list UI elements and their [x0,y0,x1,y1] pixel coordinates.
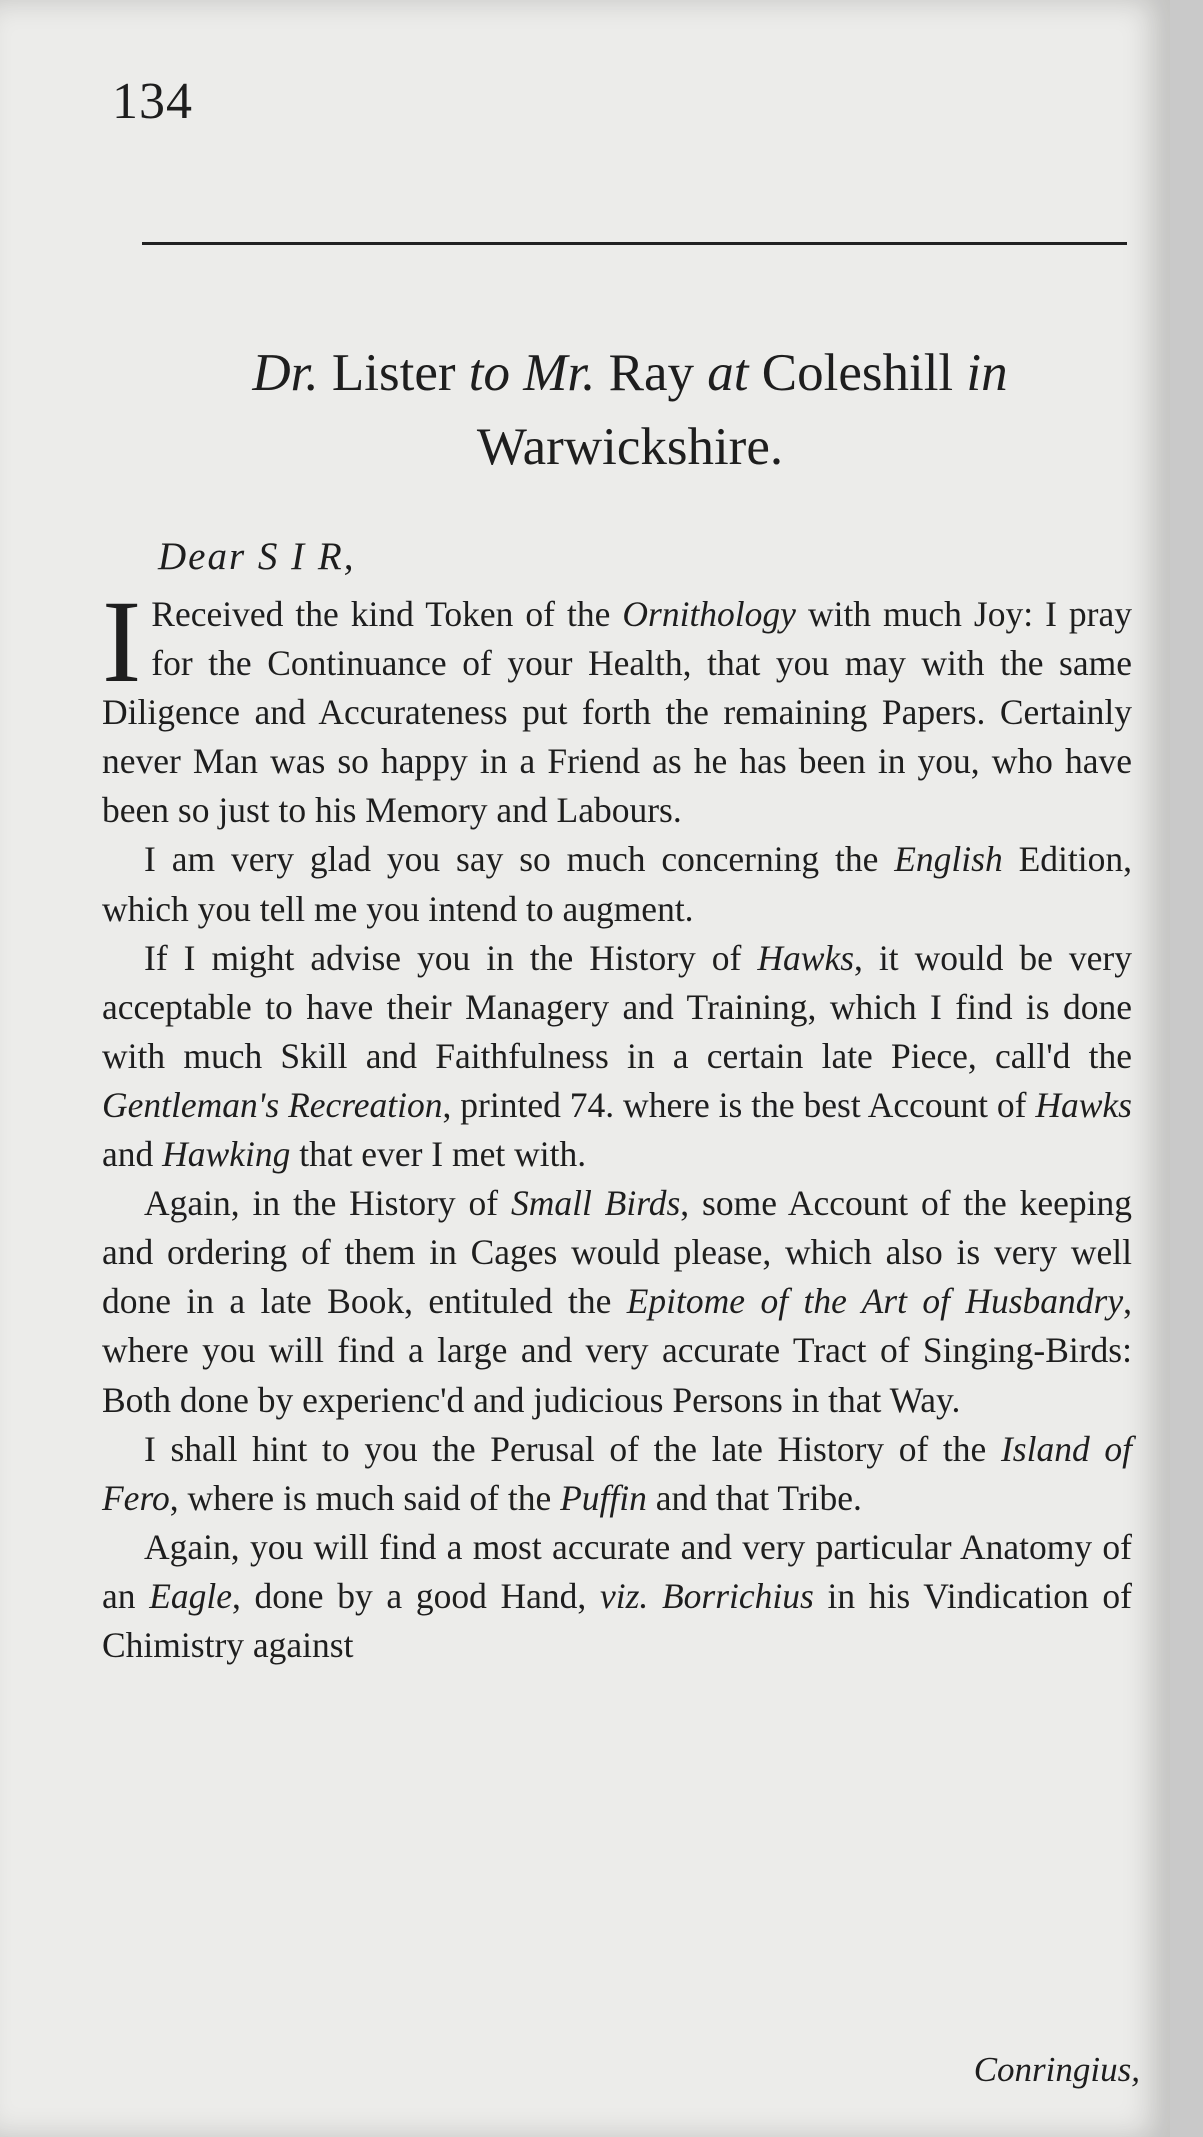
text-run: Again, in the History of [144,1183,511,1224]
title-part: Lister [318,344,469,402]
text-run: , printed 74. where is the best Account of [442,1084,1036,1125]
italic-run: Small Birds [510,1183,681,1224]
italic-run: Ornithology [622,594,796,634]
text-run: , some Account of the keeping and ordering of them in Cages would please, which also is very well done in a late Book, entituled the [102,1183,1132,1322]
italic-run: Island of Fero [102,1428,1132,1518]
text-run: in his Vindication of Chimistry against [102,1575,1132,1665]
italic-run: Epitome of the Art of Husbandry [626,1281,1124,1322]
paragraph [102,576,1132,835]
italic-run: Hawks [757,937,855,978]
paragraph [102,835,1132,933]
title-part: to Mr. [468,344,596,402]
title-place: Warwickshire. [476,418,784,476]
italic-run: Eagle [149,1575,232,1616]
title-part: Dr. [252,344,319,402]
title-part: at [707,344,749,402]
text-run: and that Tribe. [646,1477,862,1518]
header-rule [142,242,1127,245]
italic-run: viz. Borrichius [599,1575,814,1616]
text-run: and [102,1134,163,1175]
text-run: , it would be very acceptable to have their Managery and Training, which I find is done with much Skill and Faithfulness in a certain late Piece, call'd the [102,937,1133,1076]
text-run: that ever I met with. [290,1134,587,1175]
text-run: Received the kind Token of the [151,594,623,634]
paragraph [102,1179,1132,1424]
italic-run: English [894,839,1003,880]
title-part: Coleshill [748,344,967,402]
text-run: Again, you will find a most accurate and very particular Anatomy of an [102,1526,1132,1616]
paragraph [102,934,1132,1179]
title-part: Ray [595,344,708,402]
italic-run: Puffin [560,1477,647,1518]
paragraph [102,1425,1132,1523]
catchword: Conringius, [973,2050,1140,2089]
letter-body [102,576,1133,1670]
text-run: with much Joy: I pray for the Continuance of your Health, that you may with the same Diligence and Accurateness put forth the remaining Papers. Certainly never Man was so happy in a Friend as he has been in you, who have been so just to his Memory and Labours. [102,594,1132,831]
italic-run: Hawks [1035,1084,1132,1125]
text-run: , where you will find a large and very accurate Tract of Singing-Birds: Both done by experienc'd and judicious Persons in that Way. [102,1281,1132,1420]
italic-run: Gentleman's Recreation [102,1084,443,1125]
text-run: I shall hint to you the Perusal of the late History of the [144,1428,1001,1469]
text-run: , done by a good Hand, [232,1575,600,1616]
title-part: in [966,344,1008,402]
drop-cap: I [102,576,142,707]
italic-run: Hawking [162,1134,291,1175]
letter-title [120,336,1140,484]
text-run: I am very glad you say so much concerning the [144,839,895,880]
text-run: If I might advise you in the History of [144,937,758,978]
salutation: Dear S I R, [158,535,356,578]
text-run: Edition, which you tell me you intend to augment. [102,839,1132,929]
page-number: 134 [112,73,193,130]
text-run: , where is much said of the [169,1477,561,1518]
paragraph [102,1523,1132,1670]
